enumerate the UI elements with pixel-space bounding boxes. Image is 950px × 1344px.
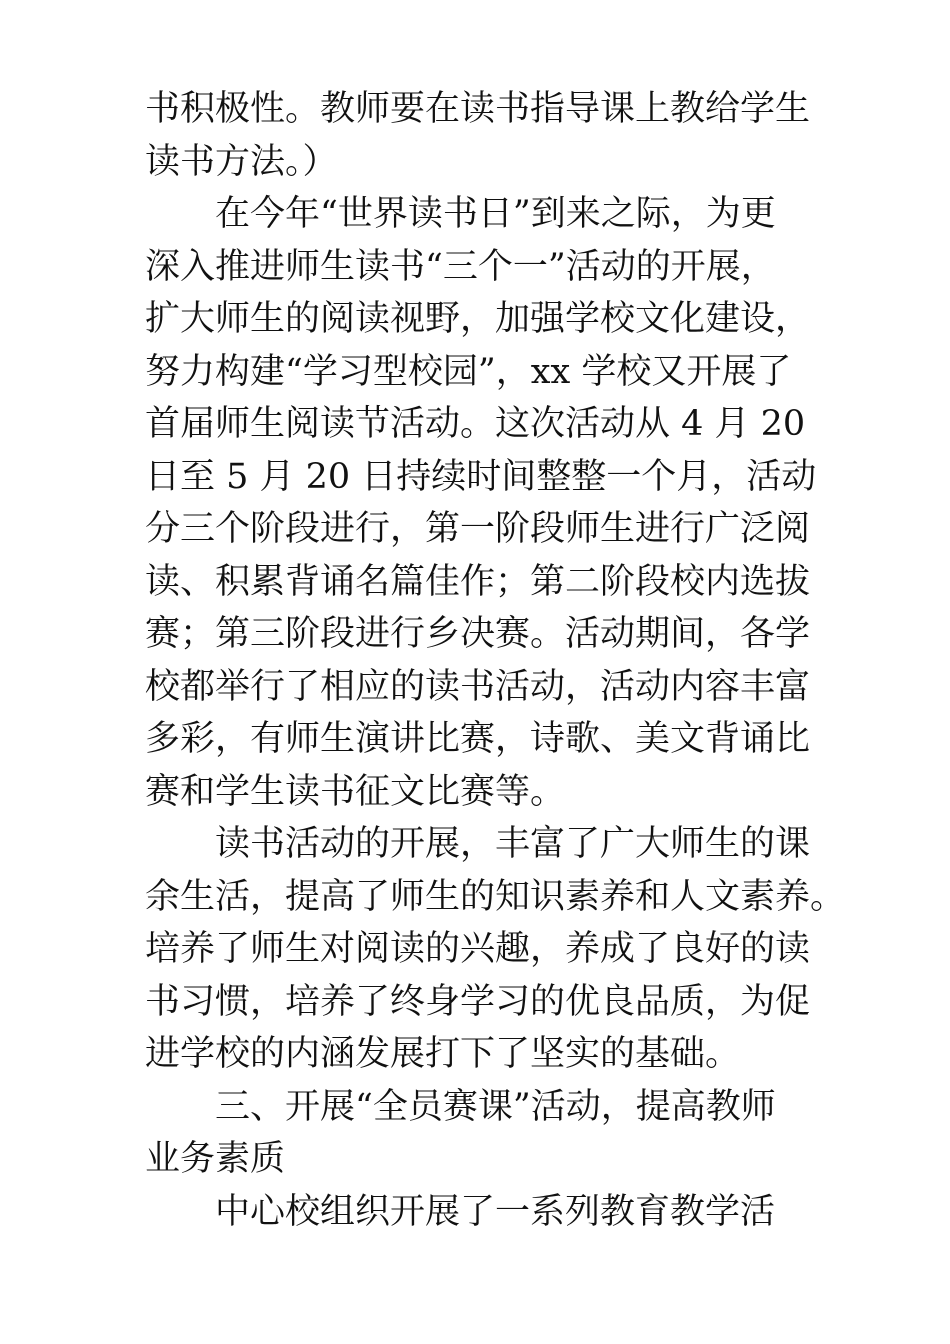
text-line: 日至 5 月 20 日持续时间整整一个月，活动 [145, 456, 817, 497]
text-line: 三、开展“全员赛课”活动，提高教师 [215, 1086, 776, 1127]
text-line: 首届师生阅读节活动。这次活动从 4 月 20 [145, 404, 806, 444]
text-line: 读书方法。） [145, 141, 338, 182]
text-line: 赛和学生读书征文比赛等。 [145, 771, 566, 812]
text-line: 书积极性。教师要在读书指导课上教给学生 [145, 89, 811, 129]
text-line: 培养了师生对阅读的兴趣，养成了良好的读 [145, 929, 811, 969]
text-line: 在今年“世界读书日”到来之际，为更 [215, 194, 776, 234]
text-line: 余生活，提高了师生的知识素养和人文素养。 [145, 876, 846, 917]
text-line: 读书活动的开展，丰富了广大师生的课 [215, 824, 811, 864]
text-line: 深入推进师生读书“三个一”活动的开展， [145, 246, 776, 287]
text-line: 校都举行了相应的读书活动，活动内容丰富 [145, 666, 811, 707]
text-line: 书习惯，培养了终身学习的优良品质，为促 [145, 981, 811, 1022]
text-line: 扩大师生的阅读视野，加强学校文化建设， [145, 299, 811, 339]
text-line: 进学校的内涵发展打下了坚实的基础。 [145, 1034, 741, 1074]
text-line: 分三个阶段进行，第一阶段师生进行广泛阅 [145, 509, 811, 549]
text-line: 努力构建“学习型校园”，xx 学校又开展了 [145, 351, 792, 392]
document-body [145, 83, 845, 1238]
text-line: 多彩，有师生演讲比赛，诗歌、美文背诵比 [145, 719, 811, 759]
text-line: 业务素质 [145, 1139, 286, 1179]
text-line: 读、积累背诵名篇佳作；第二阶段校内选拔 [145, 561, 811, 602]
text-line: 赛；第三阶段进行乡决赛。活动期间，各学 [145, 614, 811, 654]
text-line: 中心校组织开展了一系列教育教学活 [215, 1191, 776, 1232]
